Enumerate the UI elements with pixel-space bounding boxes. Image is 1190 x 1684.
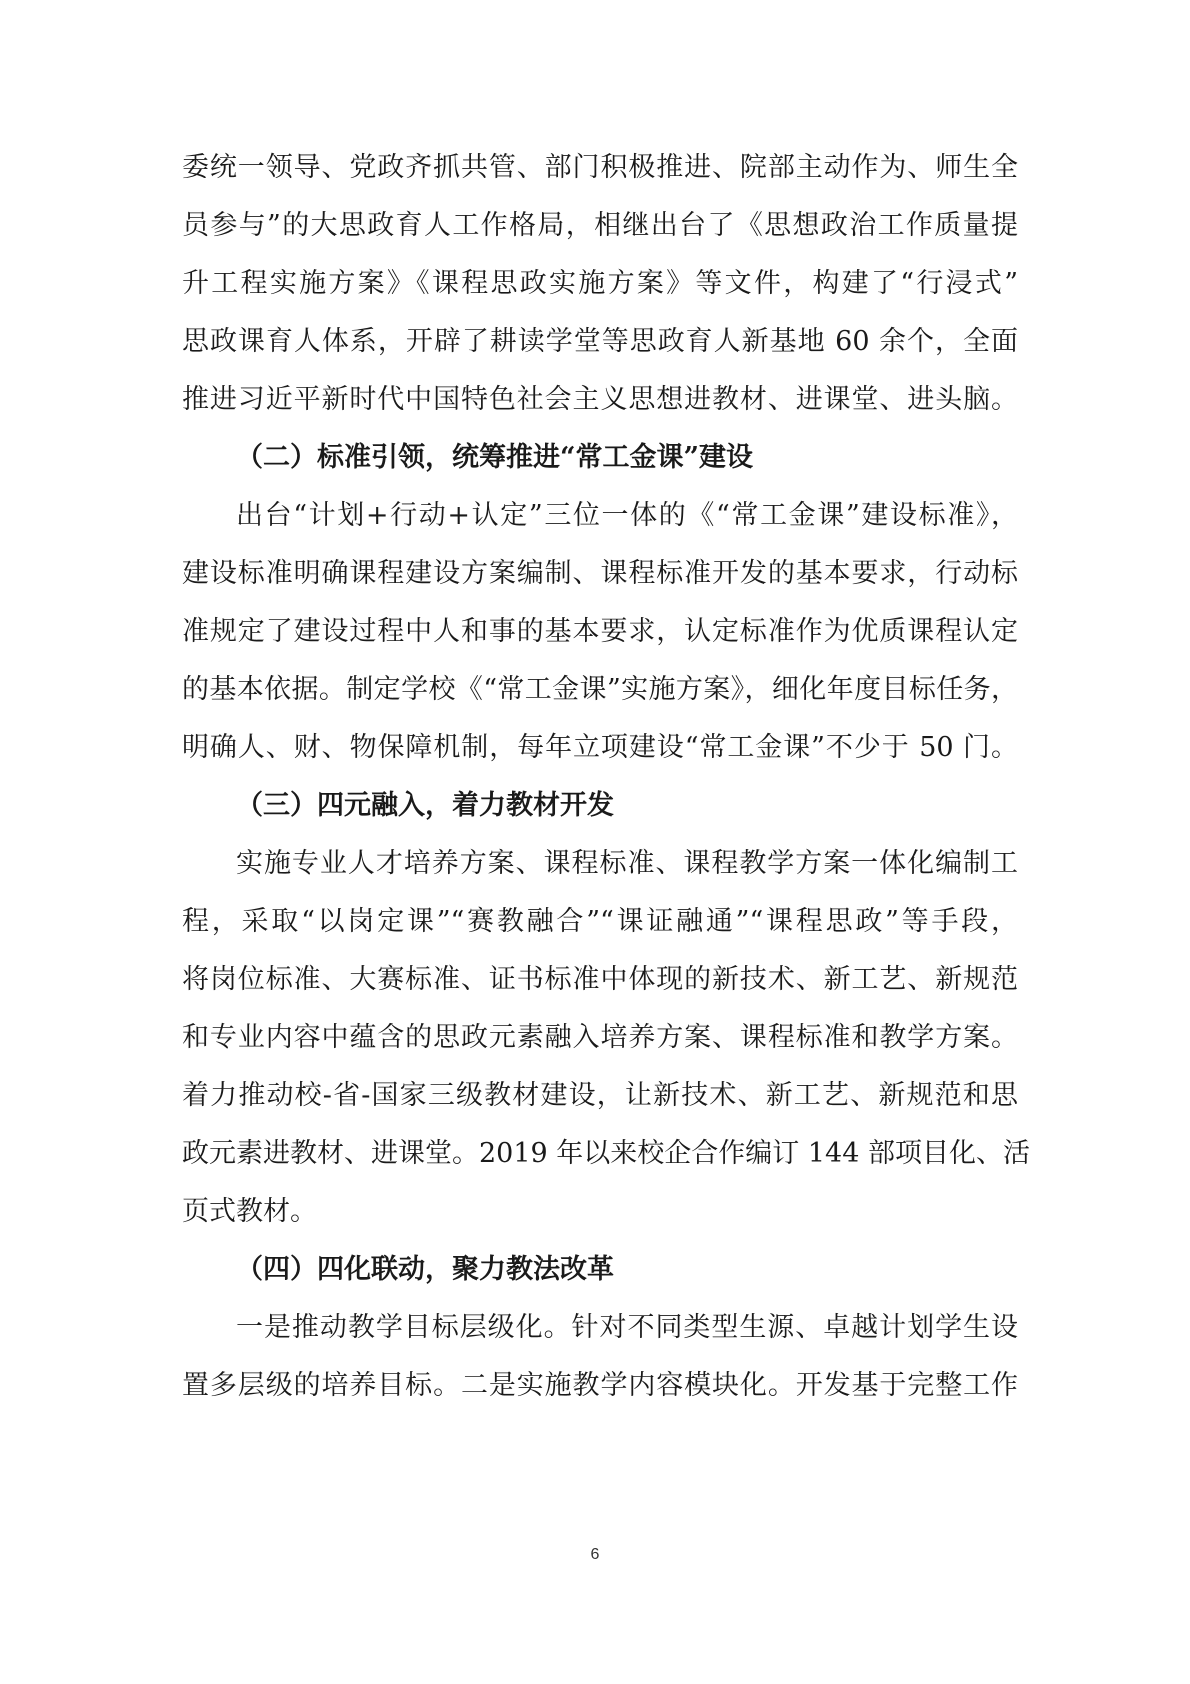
paragraph-3-line-1: 实施专业人才培养方案、课程标准、课程教学方案一体化编制工 <box>236 848 1018 879</box>
paragraph-1-line-2: 员参与”的大思政育人工作格局，相继出台了《思想政治工作质量提 <box>182 210 1018 241</box>
paragraph-4-line-1: 一是推动教学目标层级化。针对不同类型生源、卓越计划学生设 <box>236 1312 1018 1343</box>
paragraph-4-line-2: 置多层级的培养目标。二是实施教学内容模块化。开发基于完整工作 <box>182 1370 1018 1401</box>
paragraph-3-line-5: 着力推动校-省-国家三级教材建设，让新技术、新工艺、新规范和思 <box>182 1080 1018 1111</box>
paragraph-1-line-4: 思政课育人体系，开辟了耕读学堂等思政育人新基地 60 余个，全面 <box>182 326 1018 357</box>
paragraph-3-line-7: 页式教材。 <box>182 1196 317 1227</box>
paragraph-2-line-4: 的基本依据。制定学校《“常工金课”实施方案》，细化年度目标任务， <box>182 674 1018 705</box>
section-heading-4: （四）四化联动，聚力教法改革 <box>236 1254 614 1285</box>
paragraph-2-line-5: 明确人、财、物保障机制，每年立项建设“常工金课”不少于 50 门。 <box>182 732 1018 763</box>
paragraph-3-line-6: 政元素进教材、进课堂。2019 年以来校企合作编订 144 部项目化、活 <box>182 1138 1030 1169</box>
page-number: 6 <box>590 1546 600 1563</box>
paragraph-1-line-3: 升工程实施方案》《课程思政实施方案》等文件，构建了“行浸式” <box>182 268 1018 299</box>
paragraph-2-line-1: 出台“计划+行动+认定”三位一体的《“常工金课”建设标准》， <box>236 500 1018 531</box>
paragraph-3-line-4: 和专业内容中蕴含的思政元素融入培养方案、课程标准和教学方案。 <box>182 1022 1018 1053</box>
section-heading-2: （二）标准引领，统筹推进“常工金课”建设 <box>236 442 754 473</box>
paragraph-2-line-3: 准规定了建设过程中人和事的基本要求，认定标准作为优质课程认定 <box>182 616 1018 647</box>
paragraph-1-line-1: 委统一领导、党政齐抓共管、部门积极推进、院部主动作为、师生全 <box>182 152 1018 183</box>
paragraph-2-line-2: 建设标准明确课程建设方案编制、课程标准开发的基本要求，行动标 <box>182 558 1018 589</box>
paragraph-3-line-3: 将岗位标准、大赛标准、证书标准中体现的新技术、新工艺、新规范 <box>182 964 1018 995</box>
section-heading-3: （三）四元融入，着力教材开发 <box>236 790 614 821</box>
paragraph-3-line-2: 程，采取“以岗定课”“赛教融合”“课证融通”“课程思政”等手段， <box>182 906 1018 937</box>
paragraph-1-line-5: 推进习近平新时代中国特色社会主义思想进教材、进课堂、进头脑。 <box>182 384 1018 415</box>
